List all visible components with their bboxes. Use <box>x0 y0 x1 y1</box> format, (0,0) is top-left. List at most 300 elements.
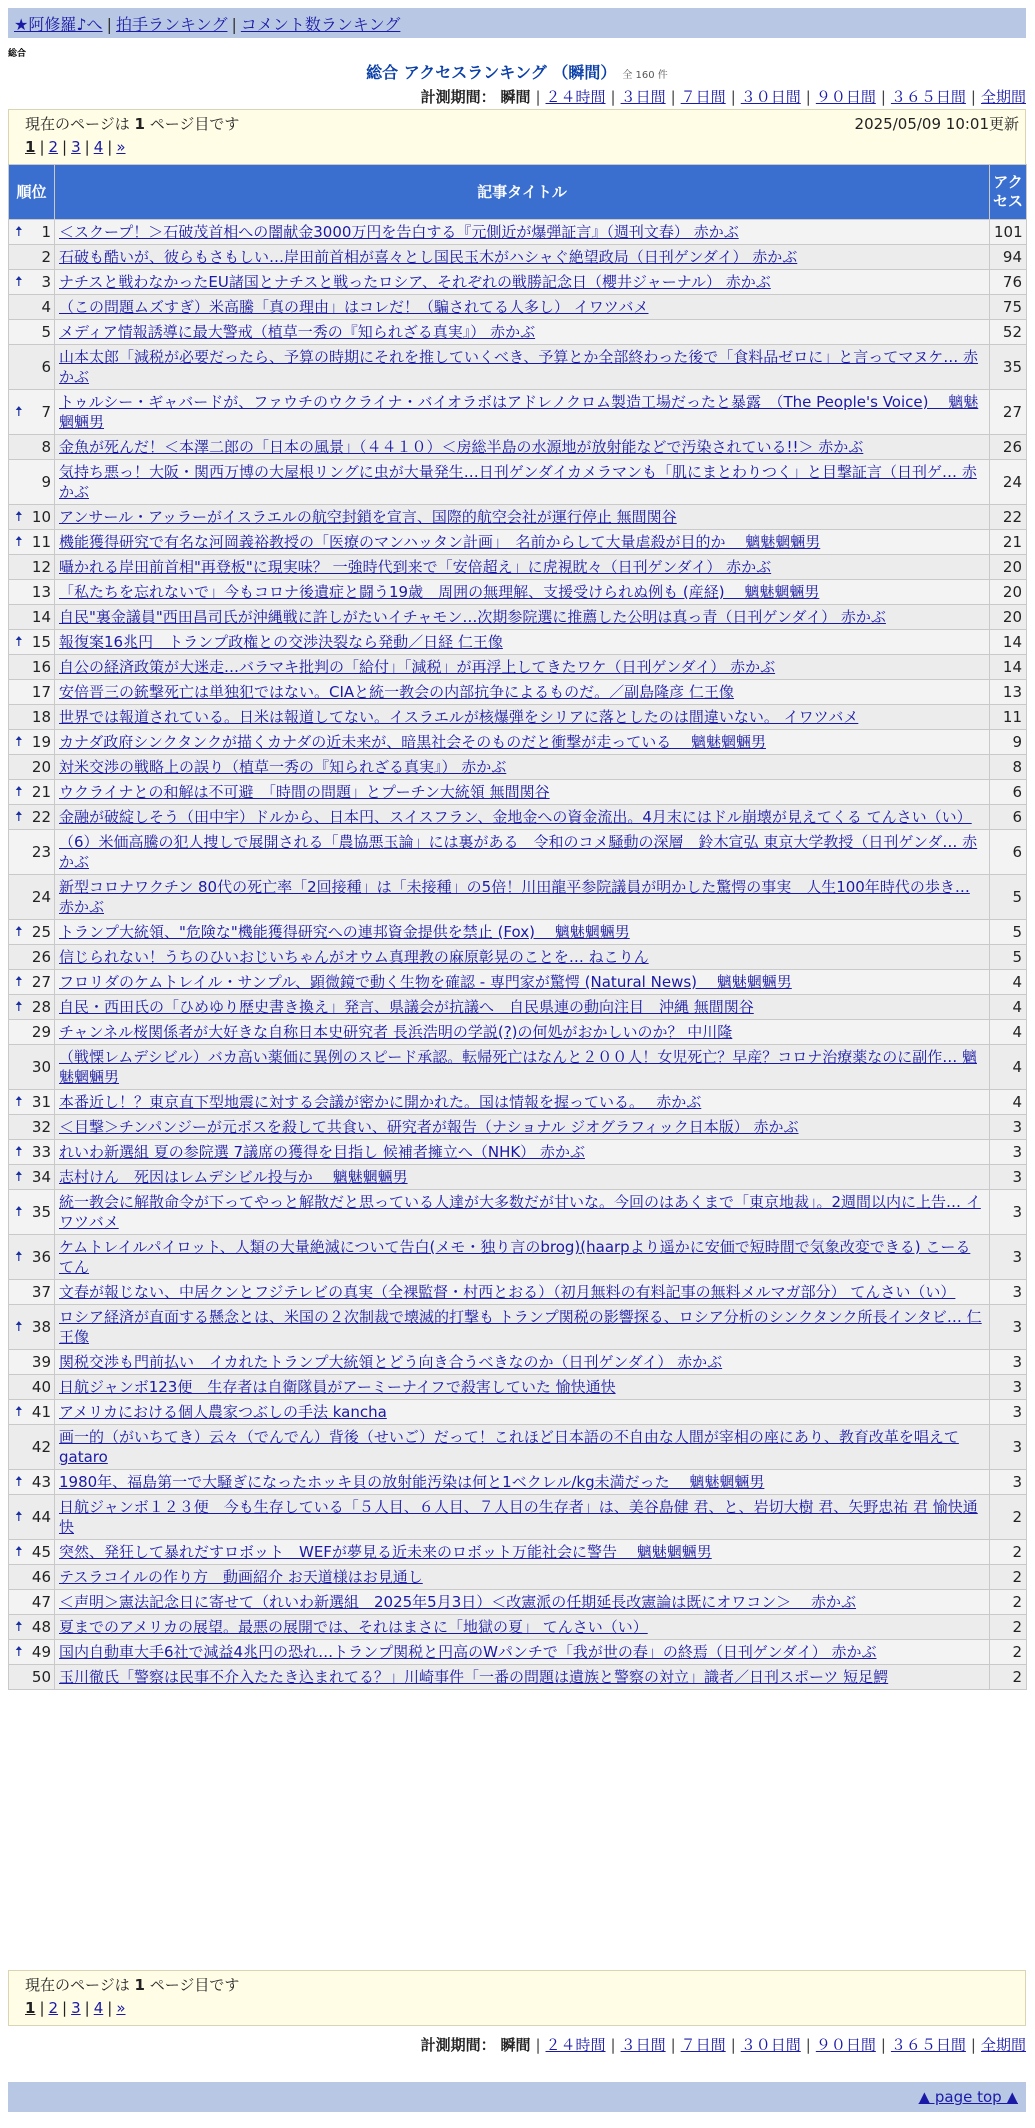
article-link[interactable]: 「私たちを忘れないで」今もコロナ後遺症と闘う19歳 周囲の無理解、支援受けられぬ例も (産経) 魑魅魍魎男 <box>59 583 820 601</box>
table-row <box>9 555 1027 580</box>
access-count: 3 <box>990 1140 1027 1165</box>
rank-number: 29 <box>31 1023 51 1041</box>
access-count: 4 <box>990 995 1027 1020</box>
col-rank-header: 順位 <box>9 165 55 220</box>
ranking-table <box>8 164 1027 1690</box>
article-link[interactable]: 安倍晋三の銃撃死亡は単独犯ではない。CIAと統一教会の内部抗争によるものだ。／副島隆彦 仁王像 <box>59 683 734 701</box>
rank-cell <box>9 1115 55 1140</box>
rank-up-arrow-icon: 🠅 <box>15 924 23 940</box>
table-row <box>9 505 1027 530</box>
article-link[interactable]: ロシア経済が直面する懸念とは、米国の２次制裁で壊滅的打撃も トランプ関税の影響探る、ロシア分析のシンクタンク所長インタビ… 仁王像 <box>59 1308 982 1346</box>
rank-number: 17 <box>31 683 51 701</box>
table-row <box>9 1470 1027 1495</box>
article-link[interactable]: 関税交渉も門前払い イカれたトランプ大統領とどう向き合うべきなのか（日刊ゲンダイ） 赤かぶ <box>59 1353 723 1371</box>
page-link-2[interactable]: 2 <box>48 1999 59 2017</box>
period-separator: | <box>805 2036 811 2054</box>
rank-cell <box>9 1045 55 1090</box>
table-row <box>9 1590 1027 1615</box>
title-cell <box>55 1020 990 1045</box>
title-cell <box>55 1115 990 1140</box>
article-link[interactable]: （6）米価高騰の犯人捜しで展開される「農協悪玉論」には裏がある 令和のコメ騒動の深層 鈴木宣弘 東京大学教授（日刊ゲンダ… 赤かぶ <box>59 833 978 871</box>
page-links: 1 | 2 | 3 | 4 | » <box>25 138 126 156</box>
article-link[interactable]: 本番近し！？東京直下型地震に対する会議が密かに開かれた。国は情報を握っている。 赤かぶ <box>59 1093 702 1111</box>
rank-cell <box>9 460 55 505</box>
period-option-top-6[interactable]: 全期間 <box>980 88 1026 106</box>
title-cell <box>55 320 990 345</box>
article-link[interactable]: 対米交渉の戦略上の誤り（植草一秀の『知られざる真実』） 赤かぶ <box>59 758 507 776</box>
rank-up-arrow-icon: 🠅 <box>15 404 23 420</box>
rank-number: 36 <box>31 1248 51 1266</box>
rank-number: 20 <box>31 758 51 776</box>
rank-cell <box>9 755 55 780</box>
rank-up-arrow-icon: 🠅 <box>15 1619 23 1635</box>
access-count: 6 <box>990 805 1027 830</box>
article-link[interactable]: 自公の経済政策が大迷走…バラマキ批判の「給付」「減税」が再浮上してきたワケ（日刊ゲンダイ） 赤かぶ <box>59 658 776 676</box>
page-link-3[interactable]: 3 <box>71 1999 81 2017</box>
pager-bottom <box>8 1970 1026 2026</box>
access-count: 27 <box>990 390 1027 435</box>
rank-up-arrow-icon: 🠅 <box>15 1644 23 1660</box>
article-link[interactable]: アンサール・アッラーがイスラエルの航空封鎖を宣言、国際的航空会社が運行停止 無間関谷 <box>59 508 677 526</box>
col-access-header: アクセス <box>990 165 1027 220</box>
article-link[interactable]: 信じられない！うちのひいおじいちゃんがオウム真理教の麻原彰晃のことを… ねこりん <box>59 948 649 966</box>
title-cell <box>55 1615 990 1640</box>
rank-number: 30 <box>31 1058 51 1076</box>
table-row <box>9 345 1027 390</box>
period-separator: | <box>535 88 541 106</box>
access-count: 26 <box>990 435 1027 460</box>
table-row <box>9 580 1027 605</box>
table-row <box>9 1615 1027 1640</box>
rank-number: 9 <box>41 473 51 491</box>
title-cell <box>55 1425 990 1470</box>
access-count: 76 <box>990 270 1027 295</box>
rank-cell <box>9 995 55 1020</box>
title-cell <box>55 1045 990 1090</box>
period-separator: | <box>880 2036 886 2054</box>
article-link[interactable]: ＜声明＞憲法記念日に寄せて（れいわ新選組 2025年5月3日）＜改憲派の任期延長改憲論は既にオワコン＞ 赤かぶ <box>59 1593 857 1611</box>
period-separator: | <box>730 88 736 106</box>
title-cell <box>55 1640 990 1665</box>
title-cell <box>55 1350 990 1375</box>
table-row <box>9 295 1027 320</box>
access-count: 3 <box>990 1425 1027 1470</box>
period-separator: | <box>970 88 976 106</box>
rank-cell <box>9 505 55 530</box>
article-link[interactable]: メディア情報誘導に最大警戒（植草一秀の『知られざる真実』） 赤かぶ <box>59 323 536 341</box>
title-cell <box>55 1470 990 1495</box>
page-current: 1 <box>25 138 36 156</box>
article-link[interactable]: 志村けん 死因はレムデシビル投与か 魑魅魍魎男 <box>59 1168 408 1186</box>
rank-cell <box>9 1235 55 1280</box>
title-cell <box>55 705 990 730</box>
page-link-4[interactable]: 4 <box>93 1999 104 2017</box>
rank-number: 48 <box>31 1618 51 1636</box>
article-link[interactable]: 画一的（がいちてき）云々（でんでん）背後（せいご）だって！これほど日本語の不自由な人間が宰相の座にあり、教育改革を唱えて gataro <box>59 1428 959 1466</box>
rank-cell <box>9 1540 55 1565</box>
rank-cell <box>9 580 55 605</box>
rank-number: 33 <box>31 1143 51 1161</box>
rank-number: 49 <box>31 1643 51 1661</box>
rank-up-arrow-icon: 🠅 <box>15 784 23 800</box>
period-option-bottom-6[interactable]: 全期間 <box>980 2036 1026 2054</box>
rank-cell <box>9 805 55 830</box>
access-count: 3 <box>990 1305 1027 1350</box>
article-link[interactable]: 日航ジャンボ123便 生存者は自衛隊員がアーミーナイフで殺害していた 愉快通快 <box>59 1378 616 1396</box>
access-count: 3 <box>990 1400 1027 1425</box>
access-count: 2 <box>990 1640 1027 1665</box>
period-separator: | <box>670 88 676 106</box>
rank-up-arrow-icon: 🠅 <box>15 1474 23 1490</box>
table-row <box>9 1090 1027 1115</box>
access-count: 3 <box>990 1190 1027 1235</box>
table-row <box>9 630 1027 655</box>
article-link[interactable]: 石破も酷いが、彼らもさもしい…岸田前首相が喜々とし国民玉木がハシャぐ絶望政局（日刊ゲンダイ） 赤かぶ <box>59 248 798 266</box>
home-link[interactable]: ★阿修羅♪へ <box>14 15 103 34</box>
rank-up-arrow-icon: 🠅 <box>15 1404 23 1420</box>
title-cell <box>55 220 990 245</box>
table-row <box>9 1140 1027 1165</box>
period-option-top-3[interactable]: ３０日間 <box>740 88 801 106</box>
access-count: 3 <box>990 1375 1027 1400</box>
article-link[interactable]: （この問題ムズすぎ）米高騰「真の理由」はコレだ！（騙されてる人多し） イワツバメ <box>59 298 649 316</box>
rank-cell <box>9 680 55 705</box>
access-count: 20 <box>990 555 1027 580</box>
period-option-bottom-0[interactable]: ２４時間 <box>545 2036 606 2054</box>
rank-number: 18 <box>31 708 51 726</box>
rank-number: 43 <box>31 1473 51 1491</box>
page-current: 1 <box>25 1999 36 2017</box>
article-link[interactable]: アメリカにおける個人農家つぶしの手法 kancha <box>59 1403 387 1421</box>
rank-number: 27 <box>31 973 51 991</box>
period-option-bottom-1[interactable]: ３日間 <box>620 2036 666 2054</box>
title-cell <box>55 605 990 630</box>
period-option-bottom-5[interactable]: ３６５日間 <box>890 2036 966 2054</box>
article-link[interactable]: カナダ政府シンクタンクが描くカナダの近未来が、暗黒社会そのものだと衝撃が走っている 魑魅魍魎男 <box>59 733 766 751</box>
period-separator: | <box>610 88 616 106</box>
rank-number: 23 <box>31 843 51 861</box>
title-cell <box>55 780 990 805</box>
table-row <box>9 530 1027 555</box>
article-link[interactable]: ＜目撃＞チンパンジーが元ボスを殺して共食い、研究者が報告（ナショナル ジオグラフィック日本版） 赤かぶ <box>59 1118 799 1136</box>
rank-cell <box>9 295 55 320</box>
table-row <box>9 1235 1027 1280</box>
access-count: 4 <box>990 1020 1027 1045</box>
access-count: 75 <box>990 295 1027 320</box>
article-link[interactable]: ナチスと戦わなかったEU諸国とナチスと戦ったロシア、それぞれの戦勝記念日（櫻井ジャーナル） 赤かぶ <box>59 273 771 291</box>
article-link[interactable]: 報復案16兆円 トランプ政権との交渉決裂なら発動／日経 仁王像 <box>59 633 503 651</box>
table-row <box>9 1540 1027 1565</box>
table-row <box>9 705 1027 730</box>
table-row <box>9 830 1027 875</box>
access-count: 52 <box>990 320 1027 345</box>
rank-number: 34 <box>31 1168 51 1186</box>
title-cell <box>55 970 990 995</box>
rank-number: 32 <box>31 1118 51 1136</box>
rank-cell <box>9 1305 55 1350</box>
rank-number: 8 <box>41 438 51 456</box>
rank-cell <box>9 945 55 970</box>
rank-cell <box>9 655 55 680</box>
article-link[interactable]: 世界では報道されている。日米は報道してない。イスラエルが核爆弾をシリアに落としたのは間違いない。 イワツバメ <box>59 708 859 726</box>
rank-up-arrow-icon: 🠅 <box>15 534 23 550</box>
article-link[interactable]: れいわ新選組 夏の参院選 7議席の獲得を目指し 候補者擁立へ（NHK） 赤かぶ <box>59 1143 585 1161</box>
period-option-bottom-2[interactable]: ７日間 <box>680 2036 726 2054</box>
access-count: 20 <box>990 605 1027 630</box>
rank-number: 10 <box>31 508 51 526</box>
rank-up-arrow-icon: 🠅 <box>15 734 23 750</box>
access-count: 11 <box>990 705 1027 730</box>
article-link[interactable]: 金魚が死んだ！＜本澤二郎の「日本の風景」（４４１０）＜房総半島の水源地が放射能などで汚染されている!!＞ 赤かぶ <box>59 438 864 456</box>
rank-cell <box>9 1495 55 1540</box>
rank-cell <box>9 1190 55 1235</box>
page-link-3[interactable]: 3 <box>71 138 81 156</box>
access-count: 4 <box>990 1090 1027 1115</box>
article-link[interactable]: トランプ大統領、"危険な"機能獲得研究への連邦資金提供を禁止 (Fox) 魑魅魍魎男 <box>59 923 630 941</box>
access-count: 4 <box>990 1045 1027 1090</box>
title-cell <box>55 1165 990 1190</box>
rank-up-arrow-icon: 🠅 <box>15 1204 23 1220</box>
rank-number: 21 <box>31 783 51 801</box>
article-link[interactable]: フロリダのケムトレイル・サンプル、顕微鏡で動く生物を確認 - 専門家が驚愕 (Natural News) 魑魅魍魎男 <box>59 973 792 991</box>
clap-ranking-link[interactable]: 拍手ランキング <box>115 15 228 34</box>
title-cell <box>55 270 990 295</box>
table-row <box>9 1165 1027 1190</box>
access-count: 2 <box>990 1495 1027 1540</box>
rank-number: 2 <box>41 248 51 266</box>
rank-number: 35 <box>31 1203 51 1221</box>
period-option-top-0[interactable]: ２４時間 <box>545 88 606 106</box>
access-count: 20 <box>990 580 1027 605</box>
rank-cell <box>9 1140 55 1165</box>
period-current: 瞬間 <box>500 2036 531 2054</box>
rank-number: 47 <box>31 1593 51 1611</box>
rank-up-arrow-icon: 🠅 <box>15 274 23 290</box>
article-link[interactable]: 気持ち悪っ！大阪・関西万博の大屋根リングに虫が大量発生…日刊ゲンダイカメラマンも「肌にまとわりつく」と目撃証言（日刊ゲ… 赤かぶ <box>59 463 977 501</box>
title-cell <box>55 655 990 680</box>
period-separator: | <box>535 2036 541 2054</box>
title-cell <box>55 755 990 780</box>
article-link[interactable]: 日航ジャンボ１２３便 今も生存している「５人目、６人目、７人目の生存者」は、美谷島健 君、と、岩切大樹 君、矢野忠祐 君 愉快通快 <box>59 1498 978 1536</box>
article-link[interactable]: 山本太郎「減税が必要だったら、予算の時期にそれを推していくべき、予算とか全部終わった後で「食料品ゼロに」と言ってマヌケ… 赤かぶ <box>59 348 979 386</box>
rank-up-arrow-icon: 🠅 <box>15 1509 23 1525</box>
access-count: 101 <box>990 220 1027 245</box>
article-link[interactable]: 自民"裏金議員"西田昌司氏が沖縄戦に許しがたいイチャモン…次期参院選に推薦した公明は真っ青（日刊ゲンダイ） 赤かぶ <box>59 608 886 626</box>
table-row <box>9 680 1027 705</box>
article-link[interactable]: テスラコイルの作り方 動画紹介 お天道様はお見通し <box>59 1568 423 1586</box>
rank-number: 5 <box>41 323 51 341</box>
article-link[interactable]: ＜スクープ！＞石破茂首相への闇献金3000万円を告白する『元側近が爆弾証言』（週刊文春） 赤かぶ <box>59 223 739 241</box>
article-link[interactable]: 夏までのアメリカの展望。最悪の展開では、それはまさに「地獄の夏」 てんさい（い） <box>59 1618 648 1636</box>
article-link[interactable]: 1980年、福島第一で大騒ぎになったホッキ貝の放射能汚染は何と1ベクレル/kg未満だった 魑魅魍魎男 <box>59 1473 765 1491</box>
page-next-link[interactable]: » <box>116 138 126 156</box>
access-count: 2 <box>990 1590 1027 1615</box>
access-count: 9 <box>990 730 1027 755</box>
rank-cell <box>9 875 55 920</box>
table-row <box>9 220 1027 245</box>
table-row <box>9 1640 1027 1665</box>
article-link[interactable]: 囁かれる岸田前首相"再登板"に現実味？ 一強時代到来で「安倍超え」に虎視眈々（日刊ゲンダイ） 赤かぶ <box>59 558 772 576</box>
rank-cell <box>9 1590 55 1615</box>
article-link[interactable]: チャンネル桜関係者が大好きな自称日本史研究者 長浜浩明の学説(?)の何処がおかしいのか？ 中川隆 <box>59 1023 733 1041</box>
table-row <box>9 435 1027 460</box>
access-count: 3 <box>990 1350 1027 1375</box>
title-cell <box>55 1140 990 1165</box>
period-option-bottom-3[interactable]: ３０日間 <box>740 2036 801 2054</box>
title-cell <box>55 1235 990 1280</box>
title-cell <box>55 530 990 555</box>
access-count: 3 <box>990 1235 1027 1280</box>
rank-number: 1 <box>41 223 51 241</box>
title-cell <box>55 730 990 755</box>
rank-cell <box>9 320 55 345</box>
table-row <box>9 245 1027 270</box>
table-row <box>9 460 1027 505</box>
title-cell <box>55 580 990 605</box>
title-cell <box>55 505 990 530</box>
article-link[interactable]: 文春が報じない、中居クンとフジテレビの真実（全裸監督・村西とおる）（初月無料の有料記事の無料メルマガ部分） てんさい（い） <box>59 1283 956 1301</box>
page-link-4[interactable]: 4 <box>93 138 104 156</box>
updated-time: 2025/05/09 10:01更新 <box>854 115 1019 133</box>
rank-number: 44 <box>31 1508 51 1526</box>
period-separator: | <box>970 2036 976 2054</box>
table-row <box>9 1350 1027 1375</box>
article-link[interactable]: 統一教会に解散命令が下ってやっと解散だと思っている人達が大多数だが甘いな。今回のはあくまで「東京地裁」。2週間以内に上告… イワツバメ <box>59 1193 981 1231</box>
rank-number: 16 <box>31 658 51 676</box>
rank-cell <box>9 1615 55 1640</box>
article-link[interactable]: 新型コロナワクチン 80代の死亡率「2回接種」は「未接種」の5倍！川田龍平参院議員が明かした驚愕の事実 人生100年時代の歩き… 赤かぶ <box>59 878 970 916</box>
rank-number: 39 <box>31 1353 51 1371</box>
period-separator: | <box>730 2036 736 2054</box>
rank-number: 14 <box>31 608 51 626</box>
rank-number: 38 <box>31 1318 51 1336</box>
access-count: 13 <box>990 680 1027 705</box>
table-row <box>9 730 1027 755</box>
article-link[interactable]: トゥルシー・ギャバードが、ファウチのウクライナ・バイオラボはアドレノクロム製造工場だったと暴露 （The People's Voice) 魑魅魍魎男 <box>59 393 979 431</box>
access-count: 2 <box>990 1565 1027 1590</box>
title-cell <box>55 875 990 920</box>
table-row <box>9 1565 1027 1590</box>
page-link-2[interactable]: 2 <box>48 138 59 156</box>
period-option-top-5[interactable]: ３６５日間 <box>890 88 966 106</box>
rank-up-arrow-icon: 🠅 <box>15 1544 23 1560</box>
article-link[interactable]: 突然、発狂して暴れだすロボット WEFが夢見る近未来のロボット万能社会に警告 魑魅魍魎男 <box>59 1543 712 1561</box>
access-count: 14 <box>990 655 1027 680</box>
rank-number: 46 <box>31 1568 51 1586</box>
rank-cell <box>9 1350 55 1375</box>
period-option-bottom-4[interactable]: ９０日間 <box>815 2036 876 2054</box>
title-cell <box>55 390 990 435</box>
title-cell <box>55 1590 990 1615</box>
rank-cell <box>9 555 55 580</box>
title-cell <box>55 1565 990 1590</box>
rank-number: 3 <box>41 273 51 291</box>
access-count: 2 <box>990 1540 1027 1565</box>
access-count: 2 <box>990 1665 1027 1690</box>
title-cell <box>55 1280 990 1305</box>
rank-number: 11 <box>31 533 51 551</box>
access-count: 24 <box>990 460 1027 505</box>
rank-cell <box>9 705 55 730</box>
rank-cell <box>9 435 55 460</box>
access-count: 22 <box>990 505 1027 530</box>
total-count: 全 160 件 <box>622 70 668 81</box>
table-row <box>9 270 1027 295</box>
article-link[interactable]: ウクライナとの和解は不可避 「時間の問題」とプーチン大統領 無間関谷 <box>59 783 550 801</box>
period-selector-bottom <box>421 2034 1026 2055</box>
period-separator: | <box>880 88 886 106</box>
rank-cell <box>9 1665 55 1690</box>
rank-up-arrow-icon: 🠅 <box>15 974 23 990</box>
rank-up-arrow-icon: 🠅 <box>15 1169 23 1185</box>
rank-cell <box>9 1375 55 1400</box>
section-tag: 総合 <box>8 49 27 59</box>
rank-up-arrow-icon: 🠅 <box>15 1319 23 1335</box>
rank-number: 6 <box>41 358 51 376</box>
period-current: 瞬間 <box>500 88 531 106</box>
page-title: 総合 アクセスランキング （瞬間） <box>366 63 617 82</box>
access-count: 3 <box>990 1470 1027 1495</box>
comment-ranking-link[interactable]: コメント数ランキング <box>240 15 401 34</box>
rank-number: 25 <box>31 923 51 941</box>
title-cell <box>55 1495 990 1540</box>
rank-number: 4 <box>41 298 51 316</box>
rank-cell <box>9 1020 55 1045</box>
table-row <box>9 1400 1027 1425</box>
rank-cell <box>9 245 55 270</box>
table-header-row <box>9 165 1027 220</box>
page-next-link[interactable]: » <box>116 1999 126 2017</box>
period-option-top-1[interactable]: ３日間 <box>620 88 666 106</box>
access-count: 3 <box>990 1165 1027 1190</box>
period-selector-top <box>421 86 1026 107</box>
rank-cell <box>9 780 55 805</box>
article-link[interactable]: （戦慄レムデシビル）バカ高い薬価に異例のスピード承認。転帰死亡はなんと２００人！女児死亡？早産？コロナ治療薬なのに副作… 魑魅魍魎男 <box>59 1048 977 1086</box>
page-indicator: 現在のページは 1 ページ目です <box>25 115 240 133</box>
rank-up-arrow-icon: 🠅 <box>15 1144 23 1160</box>
rank-number: 31 <box>31 1093 51 1111</box>
article-link[interactable]: 国内自動車大手6社で減益4兆円の恐れ…トランプ関税と円高のWパンチで「我が世の春」の終焉（日刊ゲンダイ） 赤かぶ <box>59 1643 877 1661</box>
access-count: 3 <box>990 1115 1027 1140</box>
rank-cell <box>9 220 55 245</box>
article-link[interactable]: ケムトレイルパイロット、人類の大量絶滅について告白(メモ・独り言のbrog)(haarpより遥かに安価で短時間で気象改変できる) こーるてん <box>59 1238 971 1276</box>
title-cell <box>55 295 990 320</box>
table-row <box>9 390 1027 435</box>
title-cell <box>55 805 990 830</box>
rank-up-arrow-icon: 🠅 <box>15 809 23 825</box>
article-link[interactable]: 機能獲得研究で有名な河岡義裕教授の「医療のマンハッタン計画」 名前からして大量虐殺が目的か 魑魅魍魎男 <box>59 533 821 551</box>
table-row <box>9 780 1027 805</box>
period-label: 計測期間： <box>420 2036 496 2054</box>
article-link[interactable]: 玉川徹氏「警察は民事不介入たたき込まれてる？」川崎事件「一番の問題は遺族と警察の対立」識者／日刊スポーツ 短足鰐 <box>59 1668 889 1686</box>
rank-cell <box>9 390 55 435</box>
table-row <box>9 920 1027 945</box>
period-option-top-2[interactable]: ７日間 <box>680 88 726 106</box>
rank-number: 22 <box>31 808 51 826</box>
article-link[interactable]: 金融が破綻しそう（田中宇）ドルから、日本円、スイスフラン、金地金への資金流出。4月末にはドル崩壊が見えてくる てんさい（い） <box>59 808 972 826</box>
page-top-link[interactable]: ▲ page top ▲ <box>918 2088 1018 2106</box>
title-cell <box>55 245 990 270</box>
access-count: 5 <box>990 945 1027 970</box>
title-cell <box>55 1400 990 1425</box>
table-row <box>9 970 1027 995</box>
pager-top <box>8 109 1026 165</box>
period-option-top-4[interactable]: ９０日間 <box>815 88 876 106</box>
table-row <box>9 1495 1027 1540</box>
rank-number: 50 <box>31 1668 51 1686</box>
article-link[interactable]: 自民・西田氏の「ひめゆり歴史書き換え」発言、県議会が抗議へ 自民県連の動向注目 沖縄 無間関谷 <box>59 998 754 1016</box>
access-count: 8 <box>990 755 1027 780</box>
